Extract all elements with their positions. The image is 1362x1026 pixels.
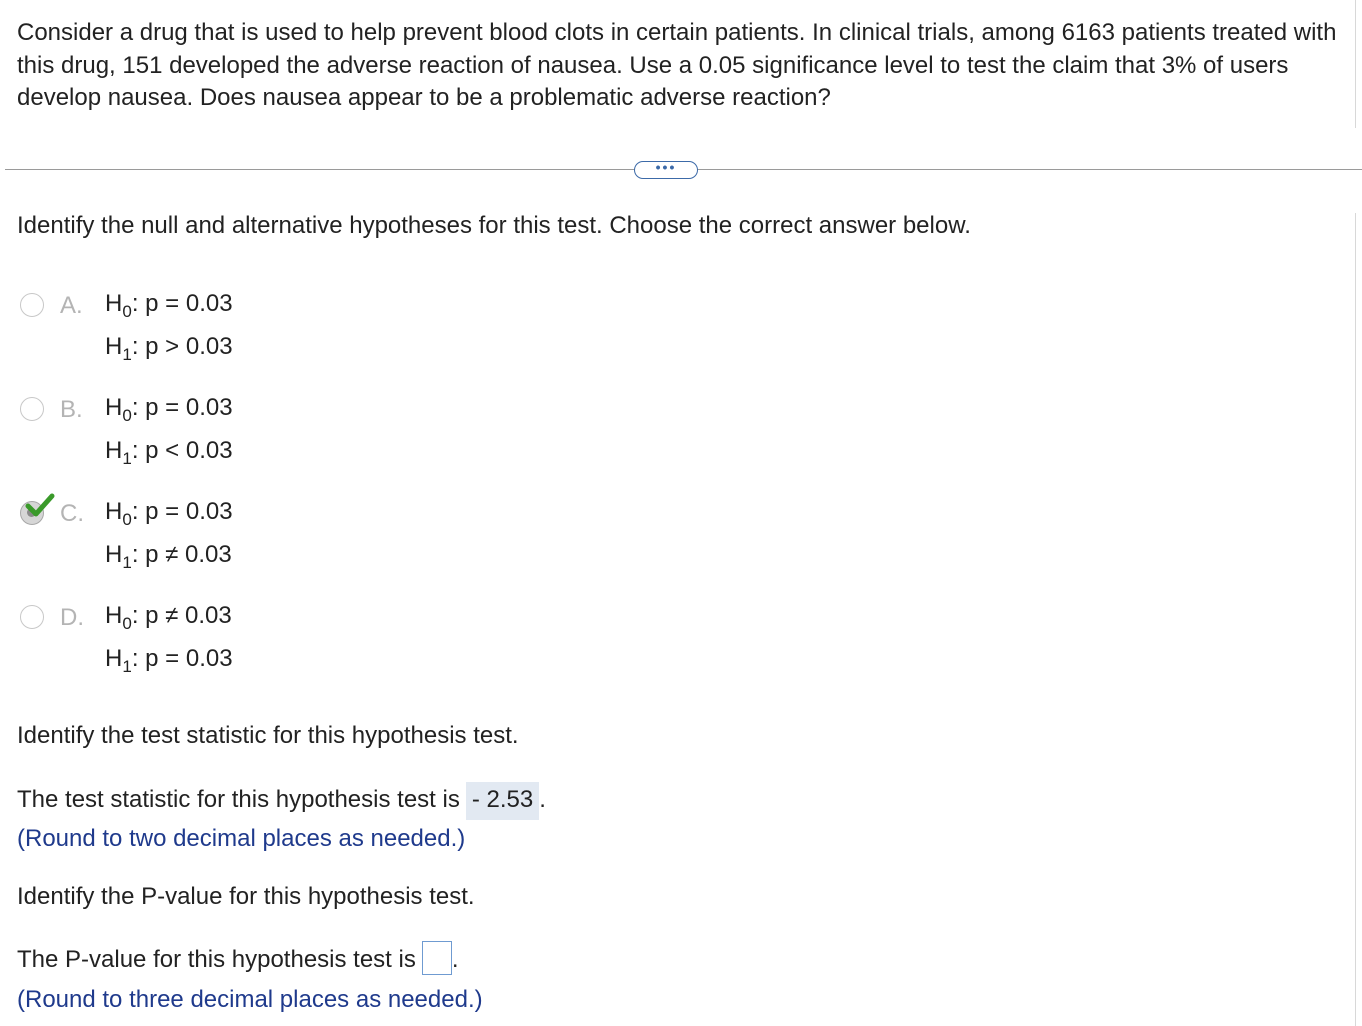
round-three-decimals-hint: (Round to three decimal places as needed.)	[17, 986, 483, 1013]
hypotheses-prompt: Identify the null and alternative hypotheses for this test. Choose the correct answer below.	[17, 212, 971, 239]
correct-checkmark-icon	[25, 493, 55, 519]
alternative-hypothesis: $H_1$: p > 0.03	[105, 333, 233, 364]
option-letter: D.	[60, 604, 84, 631]
option-letter: A.	[60, 292, 83, 319]
test-statistic-prompt: Identify the test statistic for this hypothesis test.	[17, 722, 519, 749]
alternative-hypothesis: $H_1$: p ≠ 0.03	[105, 541, 232, 572]
option-letter: B.	[60, 396, 83, 423]
p-value-sentence: The P-value for this hypothesis test is .	[17, 946, 459, 975]
null-hypothesis: $H_0$: p = 0.03	[105, 394, 233, 425]
right-scroll-edge	[1355, 213, 1356, 1026]
round-two-decimals-hint: (Round to two decimal places as needed.)	[17, 825, 466, 852]
option-d[interactable]	[20, 602, 420, 695]
option-c[interactable]	[20, 498, 420, 591]
null-hypothesis: $H_0$: p = 0.03	[105, 290, 233, 321]
radio-button[interactable]	[20, 293, 44, 317]
radio-button[interactable]	[20, 605, 44, 629]
radio-button[interactable]	[20, 397, 44, 421]
right-scroll-edge	[1355, 0, 1356, 128]
alternative-hypothesis: $H_1$: p < 0.03	[105, 437, 233, 468]
option-letter: C.	[60, 500, 84, 527]
option-a[interactable]	[20, 290, 420, 383]
expand-more-button[interactable]	[634, 161, 698, 179]
option-b[interactable]	[20, 394, 420, 487]
test-statistic-sentence: The test statistic for this hypothesis test is - 2.53 .	[17, 782, 546, 820]
question-text: Consider a drug that is used to help prevent blood clots in certain patients. In clinical trials, among 6163 patients treated with this drug, 151 developed the adverse reaction of nausea. Use a 0.05 significance level to test the claim that 3% of users develop nausea. Does nausea appear to be a problematic adverse reaction?	[17, 19, 1337, 111]
alternative-hypothesis: $H_1$: p = 0.03	[105, 645, 233, 676]
test-statistic-answer[interactable]: - 2.53	[466, 782, 539, 820]
p-value-prompt: Identify the P-value for this hypothesis test.	[17, 883, 475, 910]
p-value-input[interactable]	[422, 941, 452, 975]
null-hypothesis: $H_0$: p = 0.03	[105, 498, 233, 529]
null-hypothesis: $H_0$: p ≠ 0.03	[105, 602, 232, 633]
more-dots-icon: •••	[655, 159, 677, 175]
